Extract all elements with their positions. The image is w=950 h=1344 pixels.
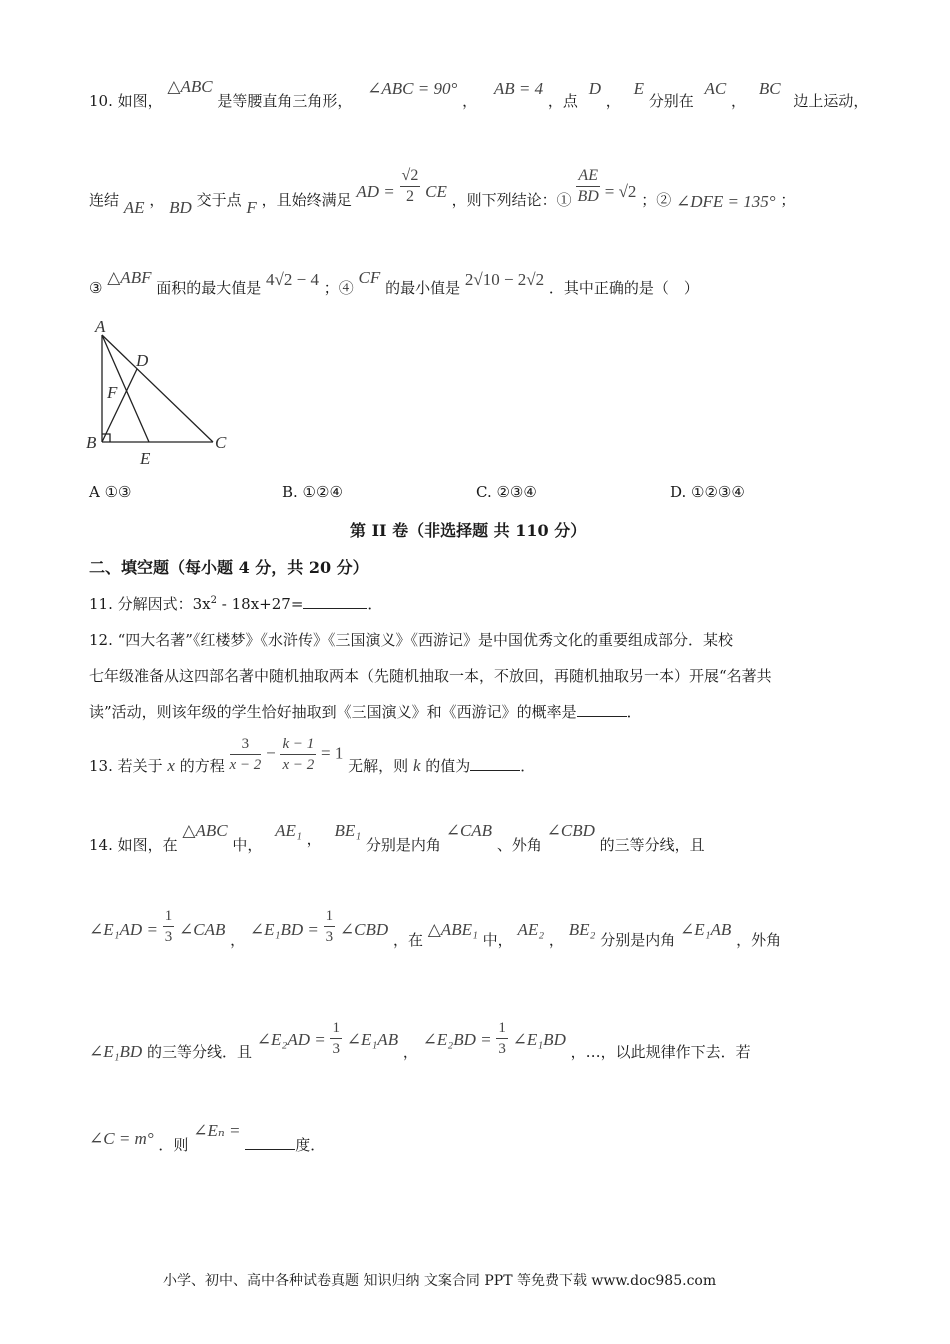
fraction-denominator: 3 (498, 1041, 506, 1057)
math-angle-e1bd: ∠E₁BD = (249, 919, 319, 939)
math-angle-cab: ∠CAB (178, 919, 226, 939)
q14-text: 中， (482, 930, 513, 949)
math-be2: BE₂ (568, 919, 596, 939)
q12-text: 读”活动，则该年级的学生恰好抽取到《三国演义》和《西游记》的概率是 (89, 703, 577, 721)
math-be1: BE₁ (334, 821, 362, 840)
q12-line2: 七年级准备从这四部名著中随机抽取两本（先随机抽取一本，不放回，再随机抽取另一本）开展“名著共 (89, 667, 772, 685)
math-e: E (633, 79, 644, 98)
fraction-one-third (163, 906, 175, 947)
math-f: F (246, 197, 257, 217)
q14-line3 (89, 1018, 751, 1059)
section-title: 第 II 卷（非选择题 共 110 分） (350, 521, 587, 540)
q14-text: ， (230, 930, 246, 949)
math-x: x (167, 755, 175, 775)
q14-text: 、外角 (496, 836, 542, 854)
triangle-figure (80, 315, 240, 470)
math-d: D (588, 79, 601, 98)
label-b: B (86, 433, 97, 452)
option-c[interactable]: C. ②③④ (476, 483, 537, 501)
q10-text: ； (780, 190, 796, 209)
math-cf: CF (358, 268, 381, 287)
fraction-3-over-x-minus-2 (230, 734, 262, 775)
q10-line3 (89, 263, 699, 297)
q12-line1: 12. “四大名著”《红楼梦》《水浒传》《三国演义》《西游记》是中国优秀文化的重要组成部分．某校 (89, 631, 733, 649)
q13-text: 的方程 (179, 756, 225, 775)
q10-text: ；④ (323, 279, 354, 297)
q10-text: 面积的最大值是 (156, 279, 262, 297)
option-d[interactable]: D. ①②③④ (670, 483, 745, 501)
q10-text: ， (149, 190, 165, 209)
fraction-denominator: 3 (332, 1041, 340, 1057)
q10-text: ，且始终满足 (261, 190, 352, 209)
math-angle-e2bd: ∠E₂BD = (422, 1029, 492, 1049)
q10-text: ．其中正确的是（ ） (548, 279, 699, 297)
math-bc: BC (758, 79, 781, 98)
q14-text: ， (306, 830, 322, 848)
fraction-numerator: 3 (230, 734, 262, 755)
math-angle-dfe: ∠DFE = 135° (676, 191, 776, 211)
fraction-one-third (324, 906, 336, 947)
segment-bd (102, 369, 137, 442)
math-ae: AE (123, 197, 145, 217)
math-eq-sqrt2: = √2 (604, 181, 637, 201)
q10-text: 是等腰直角三角形， (217, 92, 353, 110)
math-angle-e2ad: ∠E₂AD = (256, 1029, 326, 1049)
q10-text: 的最小值是 (385, 279, 461, 297)
q10-text: ， (605, 92, 621, 110)
math-ae1: AE₁ (275, 821, 302, 840)
math-angle-en: ∠Eₙ = (193, 1121, 241, 1140)
q10-text: 连结 (89, 190, 120, 209)
q10-text: 边上运动， (793, 92, 869, 110)
q10-text: 分别在 (648, 92, 694, 110)
q11-sup: 2 (210, 595, 218, 606)
math-ce: CE (425, 181, 447, 201)
fraction-denominator: 3 (325, 929, 334, 945)
q13-text: 的值为 (425, 756, 471, 775)
fraction-ae-over-bd (576, 166, 600, 207)
q12-line3 (89, 701, 642, 722)
q14-answer-blank[interactable] (245, 1135, 295, 1150)
math-angle-e1bd: ∠E₁BD (512, 1029, 566, 1049)
q11-answer-blank[interactable] (303, 594, 367, 609)
q14-text: 分别是内角 (365, 836, 441, 854)
fraction-denominator: 2 (405, 188, 414, 205)
math-angle-cbd: ∠CBD (546, 821, 595, 840)
q13-text: 无解，则 (348, 756, 409, 775)
q14-text: ，在 (392, 930, 423, 949)
math-triangle-abc: △ABC (167, 77, 213, 96)
q14-text: ， (548, 930, 564, 949)
q12-answer-blank[interactable] (577, 702, 627, 717)
q10-text: ， (731, 92, 747, 110)
fraction-numerator: 1 (330, 1018, 342, 1039)
fraction-numerator: 1 (324, 906, 336, 927)
math-angle-e1ab: ∠E₁AB (679, 919, 732, 939)
q14-text: 的三等分线，且 (599, 836, 705, 854)
part-title: 二、填空题（每小题 4 分，共 20 分） (89, 558, 369, 577)
math-angle-e1bd: ∠E₁BD (89, 1041, 143, 1061)
fraction-one-third (496, 1018, 508, 1059)
math-minus: − (266, 743, 276, 763)
math-eq-1: = 1 (321, 743, 344, 763)
fraction-one-third (330, 1018, 342, 1059)
q13-answer-blank[interactable] (470, 756, 520, 771)
math-max-area: 4√2 − 4 (266, 270, 319, 289)
q13 (89, 734, 535, 775)
label-f: F (107, 383, 118, 402)
q13-text: ． (520, 756, 536, 775)
fraction-numerator: 1 (163, 906, 175, 927)
q14-line4 (89, 1118, 326, 1154)
q10-text: ；② (641, 190, 672, 209)
label-a: A (95, 317, 106, 336)
option-b[interactable]: B. ①②④ (282, 483, 343, 501)
q14-text: 14. 如图，在 (89, 836, 178, 854)
q14-text: ，外角 (736, 930, 782, 949)
option-a[interactable]: A ①③ (89, 483, 132, 501)
q14-text: ，…，以此规律作下去．若 (570, 1042, 751, 1061)
math-angle-c: ∠C = m° (89, 1129, 154, 1148)
math-ac: AC (704, 79, 727, 98)
q10-text: ，点 (547, 92, 578, 110)
q11-text: 11. 分解因式：3x (89, 595, 211, 613)
fraction-sqrt2-over-2 (400, 166, 421, 207)
q14-text: 度． (295, 1136, 326, 1154)
math-ad: AD = (356, 181, 395, 201)
label-e: E (140, 449, 151, 468)
math-k: k (412, 755, 421, 775)
fraction-numerator: 1 (496, 1018, 508, 1039)
q11-text: ． (367, 595, 383, 613)
math-triangle-abe1: △ABE₁ (427, 919, 478, 939)
q11 (89, 593, 382, 614)
q14-text: 中， (232, 836, 263, 854)
label-d: D (136, 351, 149, 370)
fraction-denominator: x − 2 (282, 757, 315, 773)
math-bd: BD (169, 197, 192, 217)
math-angle-abc: ∠ABC = 90° (367, 79, 458, 98)
fraction-denominator: x − 2 (229, 757, 262, 773)
q10-text: 交于点 (196, 190, 242, 209)
page-footer: 小学、初中、高中各种试卷真题 知识归纳 文案合同 PPT 等免费下载 www.doc985.com (163, 1273, 717, 1289)
q10-text: ，则下列结论：① (451, 190, 572, 209)
q10-text: ③ (89, 279, 103, 297)
q10-text: ， (462, 92, 478, 110)
segment-ac (102, 335, 213, 442)
math-triangle-abc: △ABC (182, 821, 228, 840)
q10-line2 (89, 166, 796, 217)
math-min-cf: 2√10 − 2√2 (464, 270, 545, 289)
math-ae2: AE₂ (517, 919, 545, 939)
q14-line2 (89, 906, 781, 947)
fraction-numerator: √2 (400, 166, 421, 187)
q14-text: 的三等分线．且 (146, 1042, 252, 1061)
q11-text: - 18x+27= (217, 595, 304, 613)
q14-text: ， (402, 1042, 418, 1061)
q10-line1 (89, 78, 868, 118)
q14-line1 (89, 820, 705, 854)
fraction-k-minus-1 (280, 734, 316, 775)
label-c: C (215, 433, 227, 452)
q12-text: ． (626, 703, 642, 721)
fraction-denominator: 3 (164, 929, 173, 945)
q14-text: 分别是内角 (600, 930, 676, 949)
math-angle-e1ab: ∠E₁AB (346, 1029, 399, 1049)
fraction-numerator: AE (576, 166, 600, 187)
q10-text: 10. 如图， (89, 92, 163, 110)
math-ab: AB = 4 (493, 79, 544, 98)
math-triangle-abf: △ABF (107, 268, 152, 287)
q14-text: ．则 (158, 1136, 189, 1154)
q13-text: 13. 若关于 (89, 756, 163, 775)
fraction-denominator: BD (577, 188, 599, 205)
math-angle-cab: ∠CAB (445, 821, 493, 840)
fraction-numerator: k − 1 (280, 734, 316, 755)
math-angle-e1ad: ∠E₁AD = (89, 919, 158, 939)
math-angle-cbd: ∠CBD (339, 919, 389, 939)
